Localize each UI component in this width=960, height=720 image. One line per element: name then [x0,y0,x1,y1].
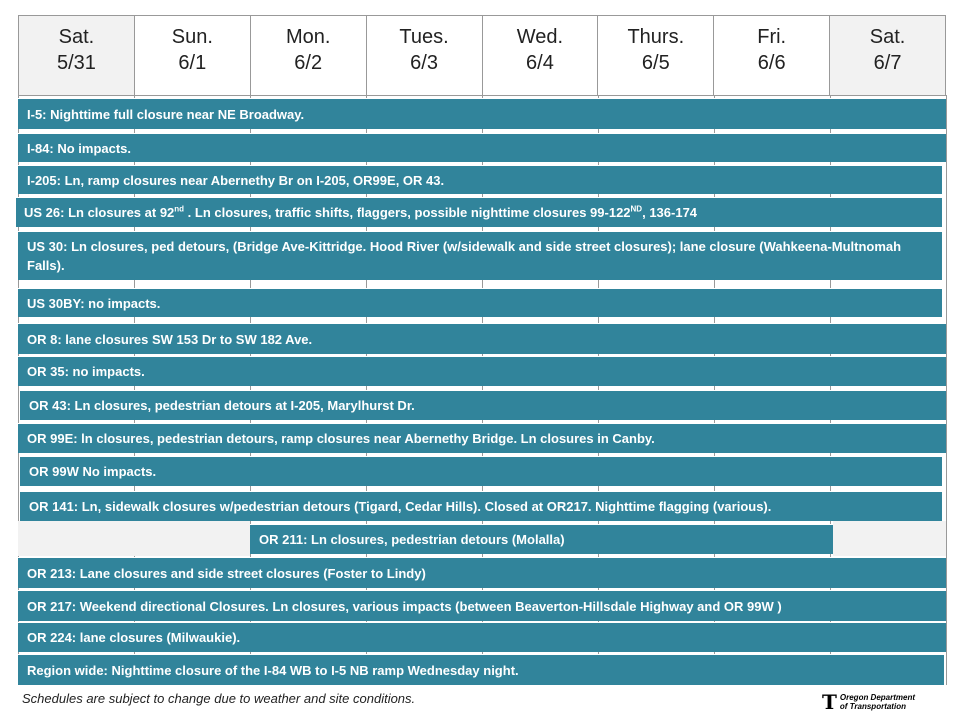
closure-bar-us26 [16,197,942,227]
day-date: 5/31 [56,52,96,74]
day-date: 6/4 [526,52,554,74]
day-header [366,16,482,96]
closure-bar-or99w: OR 99W No impacts. [20,456,942,486]
weekend-cell [134,521,250,556]
day-name: Sun. [171,26,213,48]
day-name: Mon. [285,26,331,48]
day-header [250,16,366,96]
day-header [134,16,250,96]
text: , 136-174 [642,205,698,220]
day-date: 6/6 [757,52,786,74]
day-header [482,16,598,96]
text: US 26: Ln closures at 92 [24,205,175,220]
closure-bar-or211: OR 211: Ln closures, pedestrian detours (Molalla) [250,524,833,554]
text: . Ln closures, traffic shifts, flaggers, possible nighttime closures 99-122 [184,205,631,220]
closure-bar-or99e: OR 99E: ln closures, pedestrian detours, ramp closures near Abernethy Bridge. Ln closures in Canby. [18,423,946,453]
day-name: Wed. [516,26,564,48]
day-header [829,16,946,96]
day-date: 6/5 [641,52,670,74]
sup: nd [174,204,185,214]
closure-bar-i5: I-5: Nighttime full closure near NE Broadway. [18,98,946,129]
day-name: Tues. [399,26,449,48]
odot-logo [822,690,915,714]
closure-bar-i84: I-84: No impacts. [18,133,946,162]
day-date: 6/7 [873,52,902,74]
day-header [713,16,829,96]
day-name: Fri. [757,26,787,48]
closure-bar-or8: OR 8: lane closures SW 153 Dr to SW 182 Ave. [18,323,946,354]
day-name: Thurs. [627,26,685,48]
closure-bar-us30: US 30: Ln closures, ped detours, (Bridge Ave-Kittridge. Hood River (w/sidewalk and side street closures); lane closure (Wahkeena-Multnomah Falls). [18,231,942,280]
disclaimer: Schedules are subject to change due to weather and site conditions. [22,691,416,706]
closure-bar-or35: OR 35: no impacts. [18,356,946,386]
closure-bar-us30by: US 30BY: no impacts. [18,288,942,317]
day-date: 6/3 [410,52,438,74]
closure-bar-or43: OR 43: Ln closures, pedestrian detours at I-205, Marylhurst Dr. [20,390,946,420]
day-header [597,16,713,96]
day-date: 6/1 [178,52,207,74]
grid-line [946,95,947,685]
closure-bar-or141: OR 141: Ln, sidewalk closures w/pedestrian detours (Tigard, Cedar Hills). Closed at OR217. Nighttime flagging (various). [20,491,942,521]
day-name: Sat. [869,26,906,48]
day-name: Sat. [58,26,95,48]
closure-bar-region-wide: Region wide: Nighttime closure of the I-84 WB to I-5 NB ramp Wednesday night. [18,654,944,685]
logo-text: of Transportation [839,702,906,711]
closure-bar-or224: OR 224: lane closures (Milwaukie). [18,622,946,652]
weekend-cell [833,521,946,556]
odot-logo-icon: T [822,690,837,714]
sup: ND [630,204,643,214]
weekend-cell [18,521,134,556]
closure-bar-i205: I-205: Ln, ramp closures near Abernethy Br on I-205, OR99E, OR 43. [18,165,942,194]
logo-text: Oregon Department [839,693,916,702]
day-date: 6/2 [294,52,323,74]
closure-bar-or217: OR 217: Weekend directional Closures. Ln closures, various impacts (between Beaverton-Hillsdale Highway and OR 99W ) [18,590,946,621]
closure-bar-or213: OR 213: Lane closures and side street closures (Foster to Lindy) [18,557,946,588]
calendar-header [18,15,946,96]
day-header [18,16,134,96]
